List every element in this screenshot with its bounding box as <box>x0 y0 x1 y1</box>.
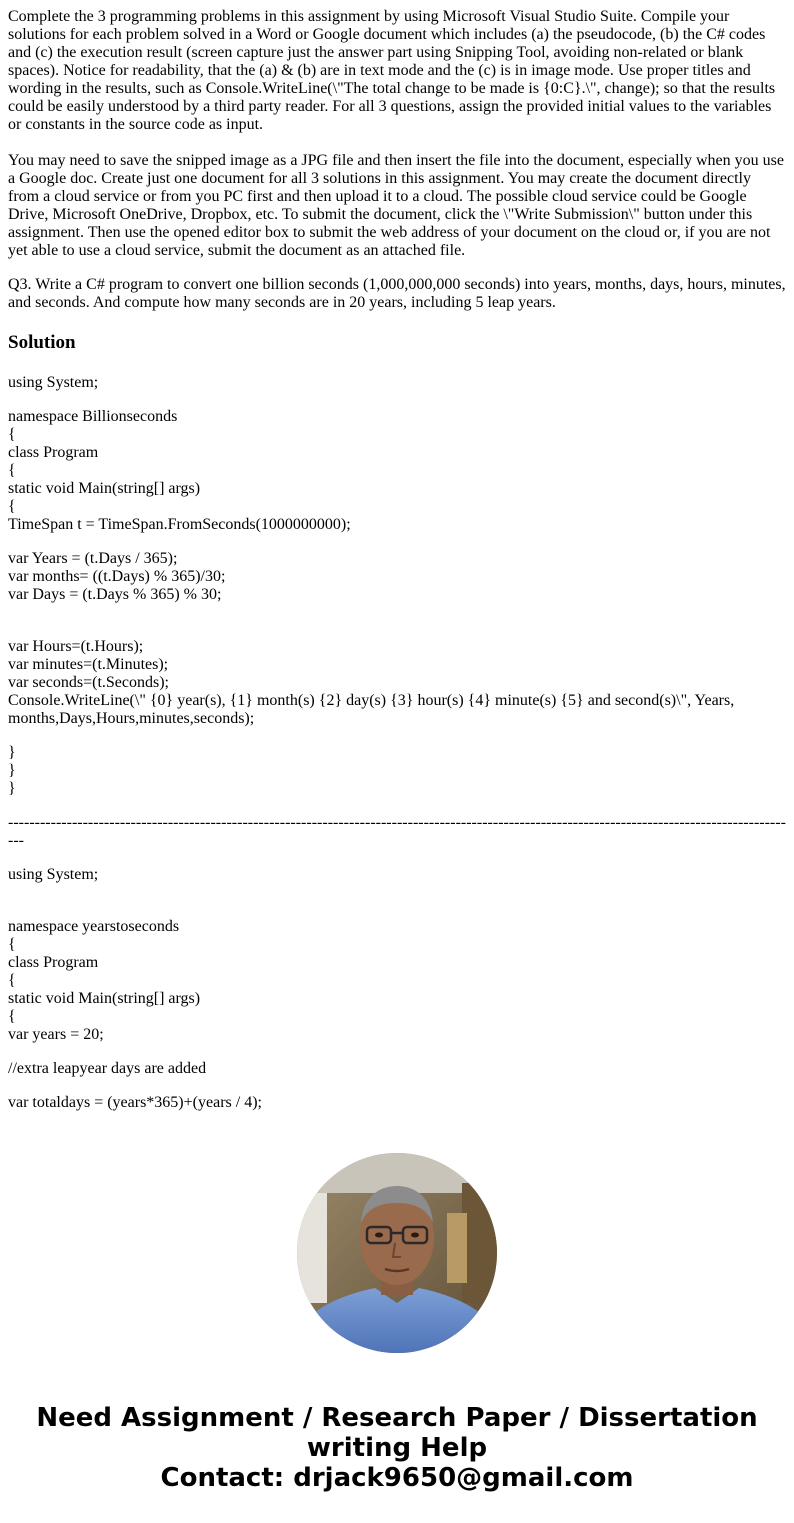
promo-headline: Need Assignment / Research Paper / Dissertation writing Help <box>36 1403 758 1463</box>
instructions-paragraph-2: You may need to save the snipped image as a JPG file and then insert the file into the document, especially when you use a Google doc. Create just one document for all 3 solutions in this assignment. You may create the document directly from a cloud service or from you PC first and then upload it to a cloud. The possible cloud service could be Google Drive, Microsoft OneDrive, Dropbox, etc. To submit the document, click the \"Write Submission\" button under this assignment. Then use the opened editor box to submit the web address of your document on the cloud or, if you are not yet able to use a cloud service, submit the document as an attached file. <box>8 152 784 259</box>
code-line: } <box>8 744 16 761</box>
instructions-paragraph-1: Complete the 3 programming problems in this assignment by using Microsoft Visual Studio Suite. Compile your solutions for each problem solved in a Word or Google document which includes (a) the pseudocode, (b) the C# codes and (c) the execution result (screen capture just the answer part using Snipping Tool, avoiding non-related or blank spaces). Notice for readability, that the (a) & (b) are in text mode and the (c) is in image mode. Use proper titles and wording in the results, such as Console.WriteLine(\"The total change to be made is {0:C}.\", change); so that the results could be easily understood by a third party reader. For all 3 questions, assign the provided initial values to the variables or constants in the source code as input. <box>8 8 776 133</box>
code-line: { <box>8 1008 16 1025</box>
code-block-billionseconds <box>8 374 786 798</box>
document-body <box>8 8 786 1112</box>
code-line: var seconds=(t.Seconds); <box>8 674 169 691</box>
code-line: namespace yearstoseconds <box>8 918 180 935</box>
code-line: using System; <box>8 374 99 391</box>
code-line: var Days = (t.Days % 365) % 30; <box>8 586 222 603</box>
solution-heading: Solution <box>8 332 76 353</box>
code-line: Console.WriteLine(\" {0} year(s), {1} month(s) {2} day(s) {3} hour(s) {4} minute(s) {5} and second(s)\", Years, months,Days,Hours,minutes,seconds); <box>8 692 739 727</box>
code-line: { <box>8 462 16 479</box>
code-line: { <box>8 936 16 953</box>
code-line: namespace Billionseconds <box>8 408 178 425</box>
code-line: { <box>8 498 16 515</box>
code-line: var minutes=(t.Minutes); <box>8 656 169 673</box>
code-line: } <box>8 780 16 797</box>
code-line: } <box>8 762 16 779</box>
portrait-image <box>297 1153 497 1353</box>
question-text: Q3. Write a C# program to convert one billion seconds (1,000,000,000 seconds) into years, months, days, hours, minutes, and seconds. And compute how many seconds are in 20 years, including 5 leap years. <box>8 276 786 311</box>
code-block-yearstoseconds <box>8 866 786 1112</box>
code-line: class Program <box>8 954 99 971</box>
promo-banner <box>0 1403 794 1493</box>
code-line: { <box>8 426 16 443</box>
avatar <box>297 1153 497 1353</box>
code-line: var months= ((t.Days) % 365)/30; <box>8 568 226 585</box>
code-line: //extra leapyear days are added <box>8 1060 207 1077</box>
code-line: { <box>8 972 16 989</box>
code-line: static void Main(string[] args) <box>8 480 201 497</box>
code-line: var years = 20; <box>8 1026 104 1043</box>
promo-contact: Contact: drjack9650@gmail.com <box>160 1463 634 1493</box>
code-line: class Program <box>8 444 99 461</box>
code-line: var totaldays = (years*365)+(years / 4); <box>8 1094 262 1111</box>
separator-line: ----------------------------------------------------------------------------------------------------------------------------------------------------- <box>8 814 786 849</box>
code-line: var Years = (t.Days / 365); <box>8 550 178 567</box>
code-line: var Hours=(t.Hours); <box>8 638 144 655</box>
code-line: static void Main(string[] args) <box>8 990 201 1007</box>
code-line: using System; <box>8 866 99 883</box>
code-line: TimeSpan t = TimeSpan.FromSeconds(1000000000); <box>8 516 351 533</box>
